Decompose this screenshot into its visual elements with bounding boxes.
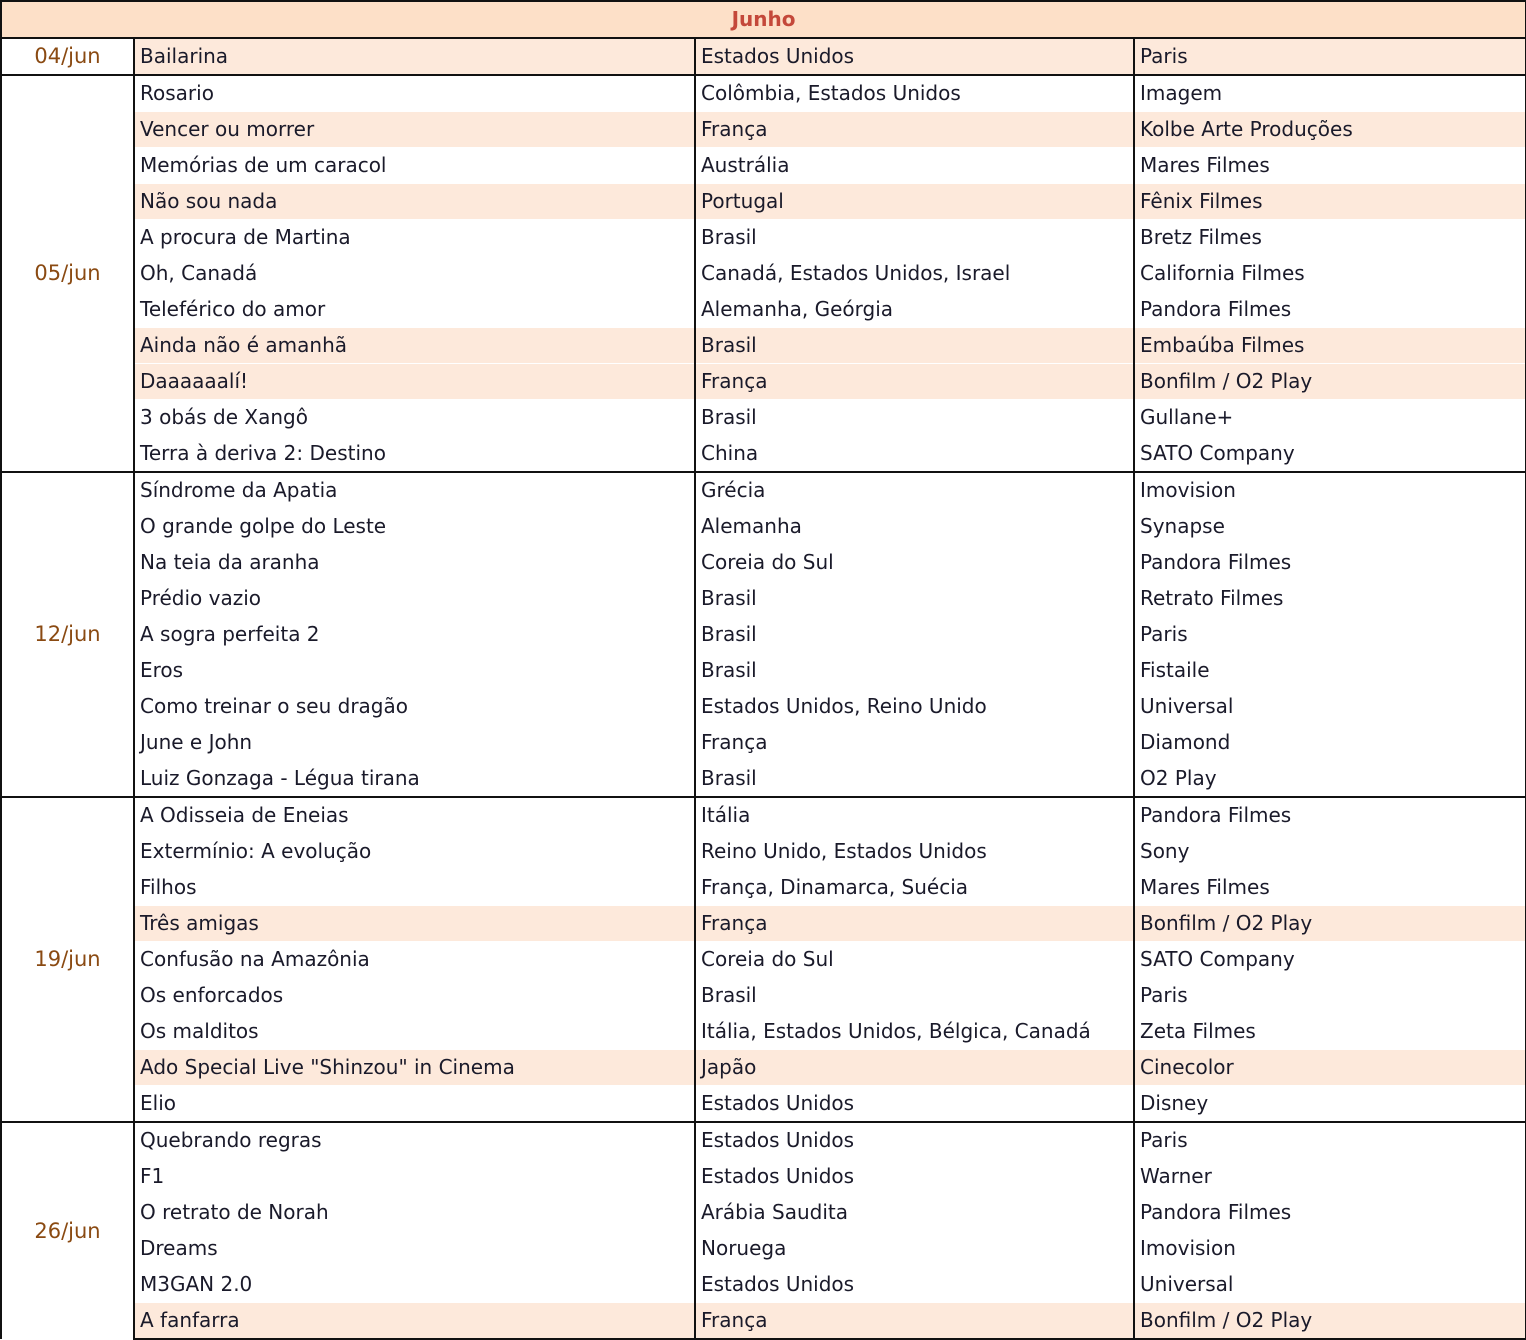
country-cell: França (695, 112, 1134, 148)
movie-title-cell: Como treinar o seu dragão (134, 689, 695, 725)
movie-title-cell: A sogra perfeita 2 (134, 617, 695, 653)
table-row (1, 184, 1526, 220)
country-cell: Brasil (695, 581, 1134, 617)
movie-title-cell: Rosario (134, 75, 695, 112)
country-cell: França (695, 725, 1134, 761)
country-cell: Brasil (695, 653, 1134, 689)
distributor-cell: Paris (1134, 617, 1526, 653)
country-cell: França, Dinamarca, Suécia (695, 870, 1134, 906)
movie-title-cell: O grande golpe do Leste (134, 509, 695, 545)
table-row (1, 38, 1526, 75)
distributor-cell: Imagem (1134, 75, 1526, 112)
table-row (1, 761, 1526, 798)
country-cell: Alemanha, Geórgia (695, 292, 1134, 328)
table-row (1, 1231, 1526, 1267)
country-cell: Itália, Estados Unidos, Bélgica, Canadá (695, 1014, 1134, 1050)
distributor-cell: Disney (1134, 1086, 1526, 1123)
distributor-cell: SATO Company (1134, 436, 1526, 473)
country-cell: Brasil (695, 617, 1134, 653)
country-cell: Reino Unido, Estados Unidos (695, 834, 1134, 870)
distributor-cell: Fênix Filmes (1134, 184, 1526, 220)
table-row (1, 978, 1526, 1014)
country-cell: Brasil (695, 761, 1134, 798)
distributor-cell: California Filmes (1134, 256, 1526, 292)
distributor-cell: Warner (1134, 1159, 1526, 1195)
movie-title-cell: Ado Special Live "Shinzou" in Cinema (134, 1050, 695, 1086)
table-row (1, 725, 1526, 761)
country-cell: Austrália (695, 148, 1134, 184)
movie-title-cell: A procura de Martina (134, 220, 695, 256)
table-row (1, 112, 1526, 148)
movie-title-cell: A fanfarra (134, 1303, 695, 1340)
table-body (1, 1, 1526, 1339)
movie-title-cell: Extermínio: A evolução (134, 834, 695, 870)
distributor-cell: Pandora Filmes (1134, 797, 1526, 834)
table-row (1, 942, 1526, 978)
table-row (1, 1086, 1526, 1123)
distributor-cell: Bretz Filmes (1134, 220, 1526, 256)
movie-title-cell: Vencer ou morrer (134, 112, 695, 148)
country-cell: Japão (695, 1050, 1134, 1086)
country-cell: França (695, 906, 1134, 942)
country-cell: Portugal (695, 184, 1134, 220)
table-row (1, 797, 1526, 834)
movie-title-cell: Filhos (134, 870, 695, 906)
country-cell: França (695, 1303, 1134, 1340)
distributor-cell: Gullane+ (1134, 400, 1526, 436)
country-cell: Colômbia, Estados Unidos (695, 75, 1134, 112)
movie-title-cell: Bailarina (134, 38, 695, 75)
distributor-cell: Imovision (1134, 1231, 1526, 1267)
country-cell: Noruega (695, 1231, 1134, 1267)
movie-title-cell: Terra à deriva 2: Destino (134, 436, 695, 473)
table-row (1, 545, 1526, 581)
release-date-cell: 04/jun (1, 38, 134, 75)
distributor-cell: Bonfilm / O2 Play (1134, 364, 1526, 400)
distributor-cell: Sony (1134, 834, 1526, 870)
distributor-cell: Bonfilm / O2 Play (1134, 906, 1526, 942)
country-cell: Brasil (695, 220, 1134, 256)
movie-title-cell: Eros (134, 653, 695, 689)
movie-title-cell: Elio (134, 1086, 695, 1123)
country-cell: Canadá, Estados Unidos, Israel (695, 256, 1134, 292)
release-date-cell: 26/jun (1, 1122, 134, 1339)
movie-title-cell: Daaaaaalí! (134, 364, 695, 400)
table-row (1, 617, 1526, 653)
movie-title-cell: Na teia da aranha (134, 545, 695, 581)
country-cell: China (695, 436, 1134, 473)
country-cell: Brasil (695, 400, 1134, 436)
table-row (1, 1159, 1526, 1195)
movie-title-cell: O retrato de Norah (134, 1195, 695, 1231)
movie-title-cell: Síndrome da Apatia (134, 472, 695, 509)
movie-title-cell: 3 obás de Xangô (134, 400, 695, 436)
country-cell: Itália (695, 797, 1134, 834)
distributor-cell: Embaúba Filmes (1134, 328, 1526, 364)
table-row (1, 472, 1526, 509)
movie-title-cell: Os malditos (134, 1014, 695, 1050)
table-row (1, 1050, 1526, 1086)
table-row (1, 292, 1526, 328)
movie-title-cell: Teleférico do amor (134, 292, 695, 328)
distributor-cell: Zeta Filmes (1134, 1014, 1526, 1050)
release-date-cell: 12/jun (1, 472, 134, 797)
country-cell: Estados Unidos, Reino Unido (695, 689, 1134, 725)
distributor-cell: Universal (1134, 689, 1526, 725)
movie-title-cell: M3GAN 2.0 (134, 1267, 695, 1303)
movie-title-cell: Memórias de um caracol (134, 148, 695, 184)
country-cell: Brasil (695, 978, 1134, 1014)
table-row (1, 870, 1526, 906)
table-row (1, 653, 1526, 689)
country-cell: Coreia do Sul (695, 942, 1134, 978)
distributor-cell: Synapse (1134, 509, 1526, 545)
distributor-cell: Fistaile (1134, 653, 1526, 689)
release-date-cell: 05/jun (1, 75, 134, 472)
country-cell: Estados Unidos (695, 1086, 1134, 1123)
table-row (1, 256, 1526, 292)
country-cell: Coreia do Sul (695, 545, 1134, 581)
movie-title-cell: Os enforcados (134, 978, 695, 1014)
distributor-cell: SATO Company (1134, 942, 1526, 978)
distributor-cell: Pandora Filmes (1134, 292, 1526, 328)
movie-title-cell: F1 (134, 1159, 695, 1195)
movie-title-cell: Ainda não é amanhã (134, 328, 695, 364)
distributor-cell: Paris (1134, 1122, 1526, 1159)
movie-title-cell: Oh, Canadá (134, 256, 695, 292)
country-cell: Estados Unidos (695, 1267, 1134, 1303)
country-cell: Arábia Saudita (695, 1195, 1134, 1231)
distributor-cell: Mares Filmes (1134, 148, 1526, 184)
movie-title-cell: June e John (134, 725, 695, 761)
movie-title-cell: Quebrando regras (134, 1122, 695, 1159)
movie-title-cell: Dreams (134, 1231, 695, 1267)
distributor-cell: Pandora Filmes (1134, 545, 1526, 581)
movie-title-cell: A Odisseia de Eneias (134, 797, 695, 834)
country-cell: Alemanha (695, 509, 1134, 545)
table-row (1, 220, 1526, 256)
distributor-cell: Universal (1134, 1267, 1526, 1303)
table-row (1, 1267, 1526, 1303)
table-row (1, 906, 1526, 942)
country-cell: Grécia (695, 472, 1134, 509)
distributor-cell: Paris (1134, 38, 1526, 75)
movie-title-cell: Prédio vazio (134, 581, 695, 617)
table-row (1, 581, 1526, 617)
table-row (1, 834, 1526, 870)
distributor-cell: Paris (1134, 978, 1526, 1014)
month-header-row (1, 1, 1526, 38)
table-row (1, 1195, 1526, 1231)
distributor-cell: O2 Play (1134, 761, 1526, 798)
movie-title-cell: Três amigas (134, 906, 695, 942)
table-row (1, 328, 1526, 364)
distributor-cell: Cinecolor (1134, 1050, 1526, 1086)
distributor-cell: Retrato Filmes (1134, 581, 1526, 617)
table-row (1, 148, 1526, 184)
distributor-cell: Bonfilm / O2 Play (1134, 1303, 1526, 1340)
table-row (1, 75, 1526, 112)
country-cell: França (695, 364, 1134, 400)
country-cell: Estados Unidos (695, 38, 1134, 75)
distributor-cell: Kolbe Arte Produções (1134, 112, 1526, 148)
country-cell: Estados Unidos (695, 1159, 1134, 1195)
country-cell: Estados Unidos (695, 1122, 1134, 1159)
distributor-cell: Pandora Filmes (1134, 1195, 1526, 1231)
country-cell: Brasil (695, 328, 1134, 364)
distributor-cell: Mares Filmes (1134, 870, 1526, 906)
distributor-cell: Diamond (1134, 725, 1526, 761)
table-row (1, 1303, 1526, 1340)
table-row (1, 509, 1526, 545)
movie-title-cell: Não sou nada (134, 184, 695, 220)
table-row (1, 436, 1526, 473)
table-row (1, 364, 1526, 400)
table-row (1, 400, 1526, 436)
movie-title-cell: Confusão na Amazônia (134, 942, 695, 978)
table-row (1, 1014, 1526, 1050)
table-row (1, 689, 1526, 725)
month-title: Junho (1, 1, 1526, 38)
movie-title-cell: Luiz Gonzaga - Légua tirana (134, 761, 695, 798)
table-row (1, 1122, 1526, 1159)
distributor-cell: Imovision (1134, 472, 1526, 509)
release-date-cell: 19/jun (1, 797, 134, 1122)
